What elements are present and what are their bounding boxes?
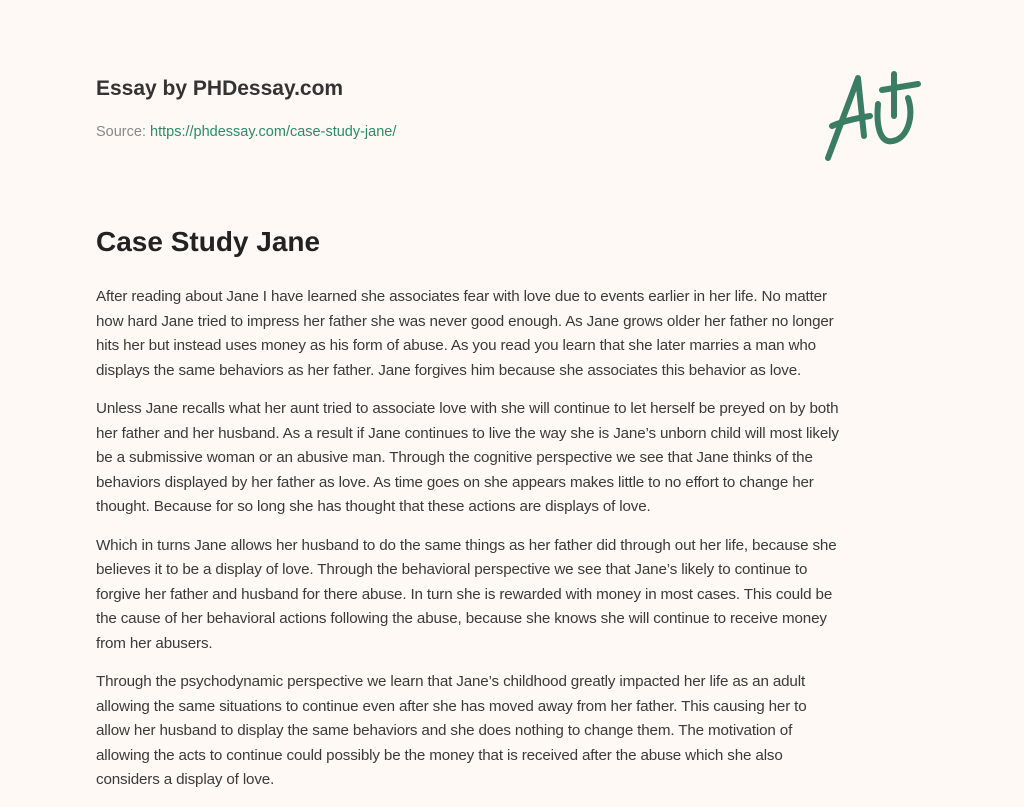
paragraph-line: considers a display of love. — [96, 771, 275, 788]
paragraph-line: forgive her father and husband for there abuse. In turn she is rewarded with money in most cases. This could be — [96, 585, 833, 603]
paragraph-line: be a submissive woman or an abusive man. Through the cognitive perspective we see that Jane thinks of the — [96, 449, 813, 466]
paragraph-line: believes it to be a display of love. Through the behavioral perspective we see that Jane’s likely to continue to — [96, 561, 808, 578]
paragraph-line: allowing the same situations to continue even after she has moved away from her father. This causing her to — [96, 697, 807, 715]
essay-paragraph — [96, 534, 936, 657]
paragraph-line: from her abusers. — [96, 634, 213, 652]
paragraph-line: hits her but instead uses money as his form of abuse. As you read you learn that she later marries a man who — [96, 337, 816, 354]
essay-body — [96, 285, 936, 807]
paragraph-line: Which in turns Jane allows her husband to do the same things as her father did through out her life, because she — [96, 536, 837, 554]
paragraph-line: how hard Jane tried to impress her father she was never good enough. As Jane grows older her father no longer — [96, 312, 834, 330]
paragraph-line: behaviors displayed by her father as love. As time goes on she appears makes little to no effort to change her — [96, 473, 814, 491]
paragraph-line: the cause of her behavioral actions following the abuse, because she knows she will continue to receive money — [96, 610, 827, 627]
paragraph-line: her father and her husband. As a result if Jane continues to live the way she is Jane’s unborn child will most likely — [96, 424, 839, 442]
paragraph-line: Unless Jane recalls what her aunt tried to associate love with she will continue to let herself be preyed on by both — [96, 400, 839, 417]
paragraph-line: After reading about Jane I have learned she associates fear with love due to events earlier in her life. No matter — [96, 288, 827, 305]
essay-paragraph — [96, 397, 936, 520]
source-line — [96, 124, 396, 140]
paragraph-line: displays the same behaviors as her father. Jane forgives him because she associates this behavior as love. — [96, 361, 802, 379]
essay-title: Case Study Jane — [96, 226, 321, 257]
source-link[interactable]: https://phdessay.com/case-study-jane/ — [150, 124, 397, 140]
paragraph-line: allow her husband to display the same behaviors and she does nothing to change them. The motivation of — [96, 722, 793, 739]
paragraph-line: thought. Because for so long she has thought that these actions are displays of love. — [96, 498, 651, 515]
paragraph-line: Through the psychodynamic perspective we learn that Jane’s childhood greatly impacted her life as an adult — [96, 673, 806, 690]
a-plus-logo-icon — [818, 66, 933, 166]
source-label: Source: — [96, 124, 146, 140]
site-title: Essay by PHDessay.com — [96, 77, 344, 100]
essay-paragraph — [96, 670, 936, 793]
paragraph-line: allowing the acts to continue could possibly be the money that is received after the abuse which she also — [96, 746, 783, 764]
essay-paragraph — [96, 285, 936, 383]
